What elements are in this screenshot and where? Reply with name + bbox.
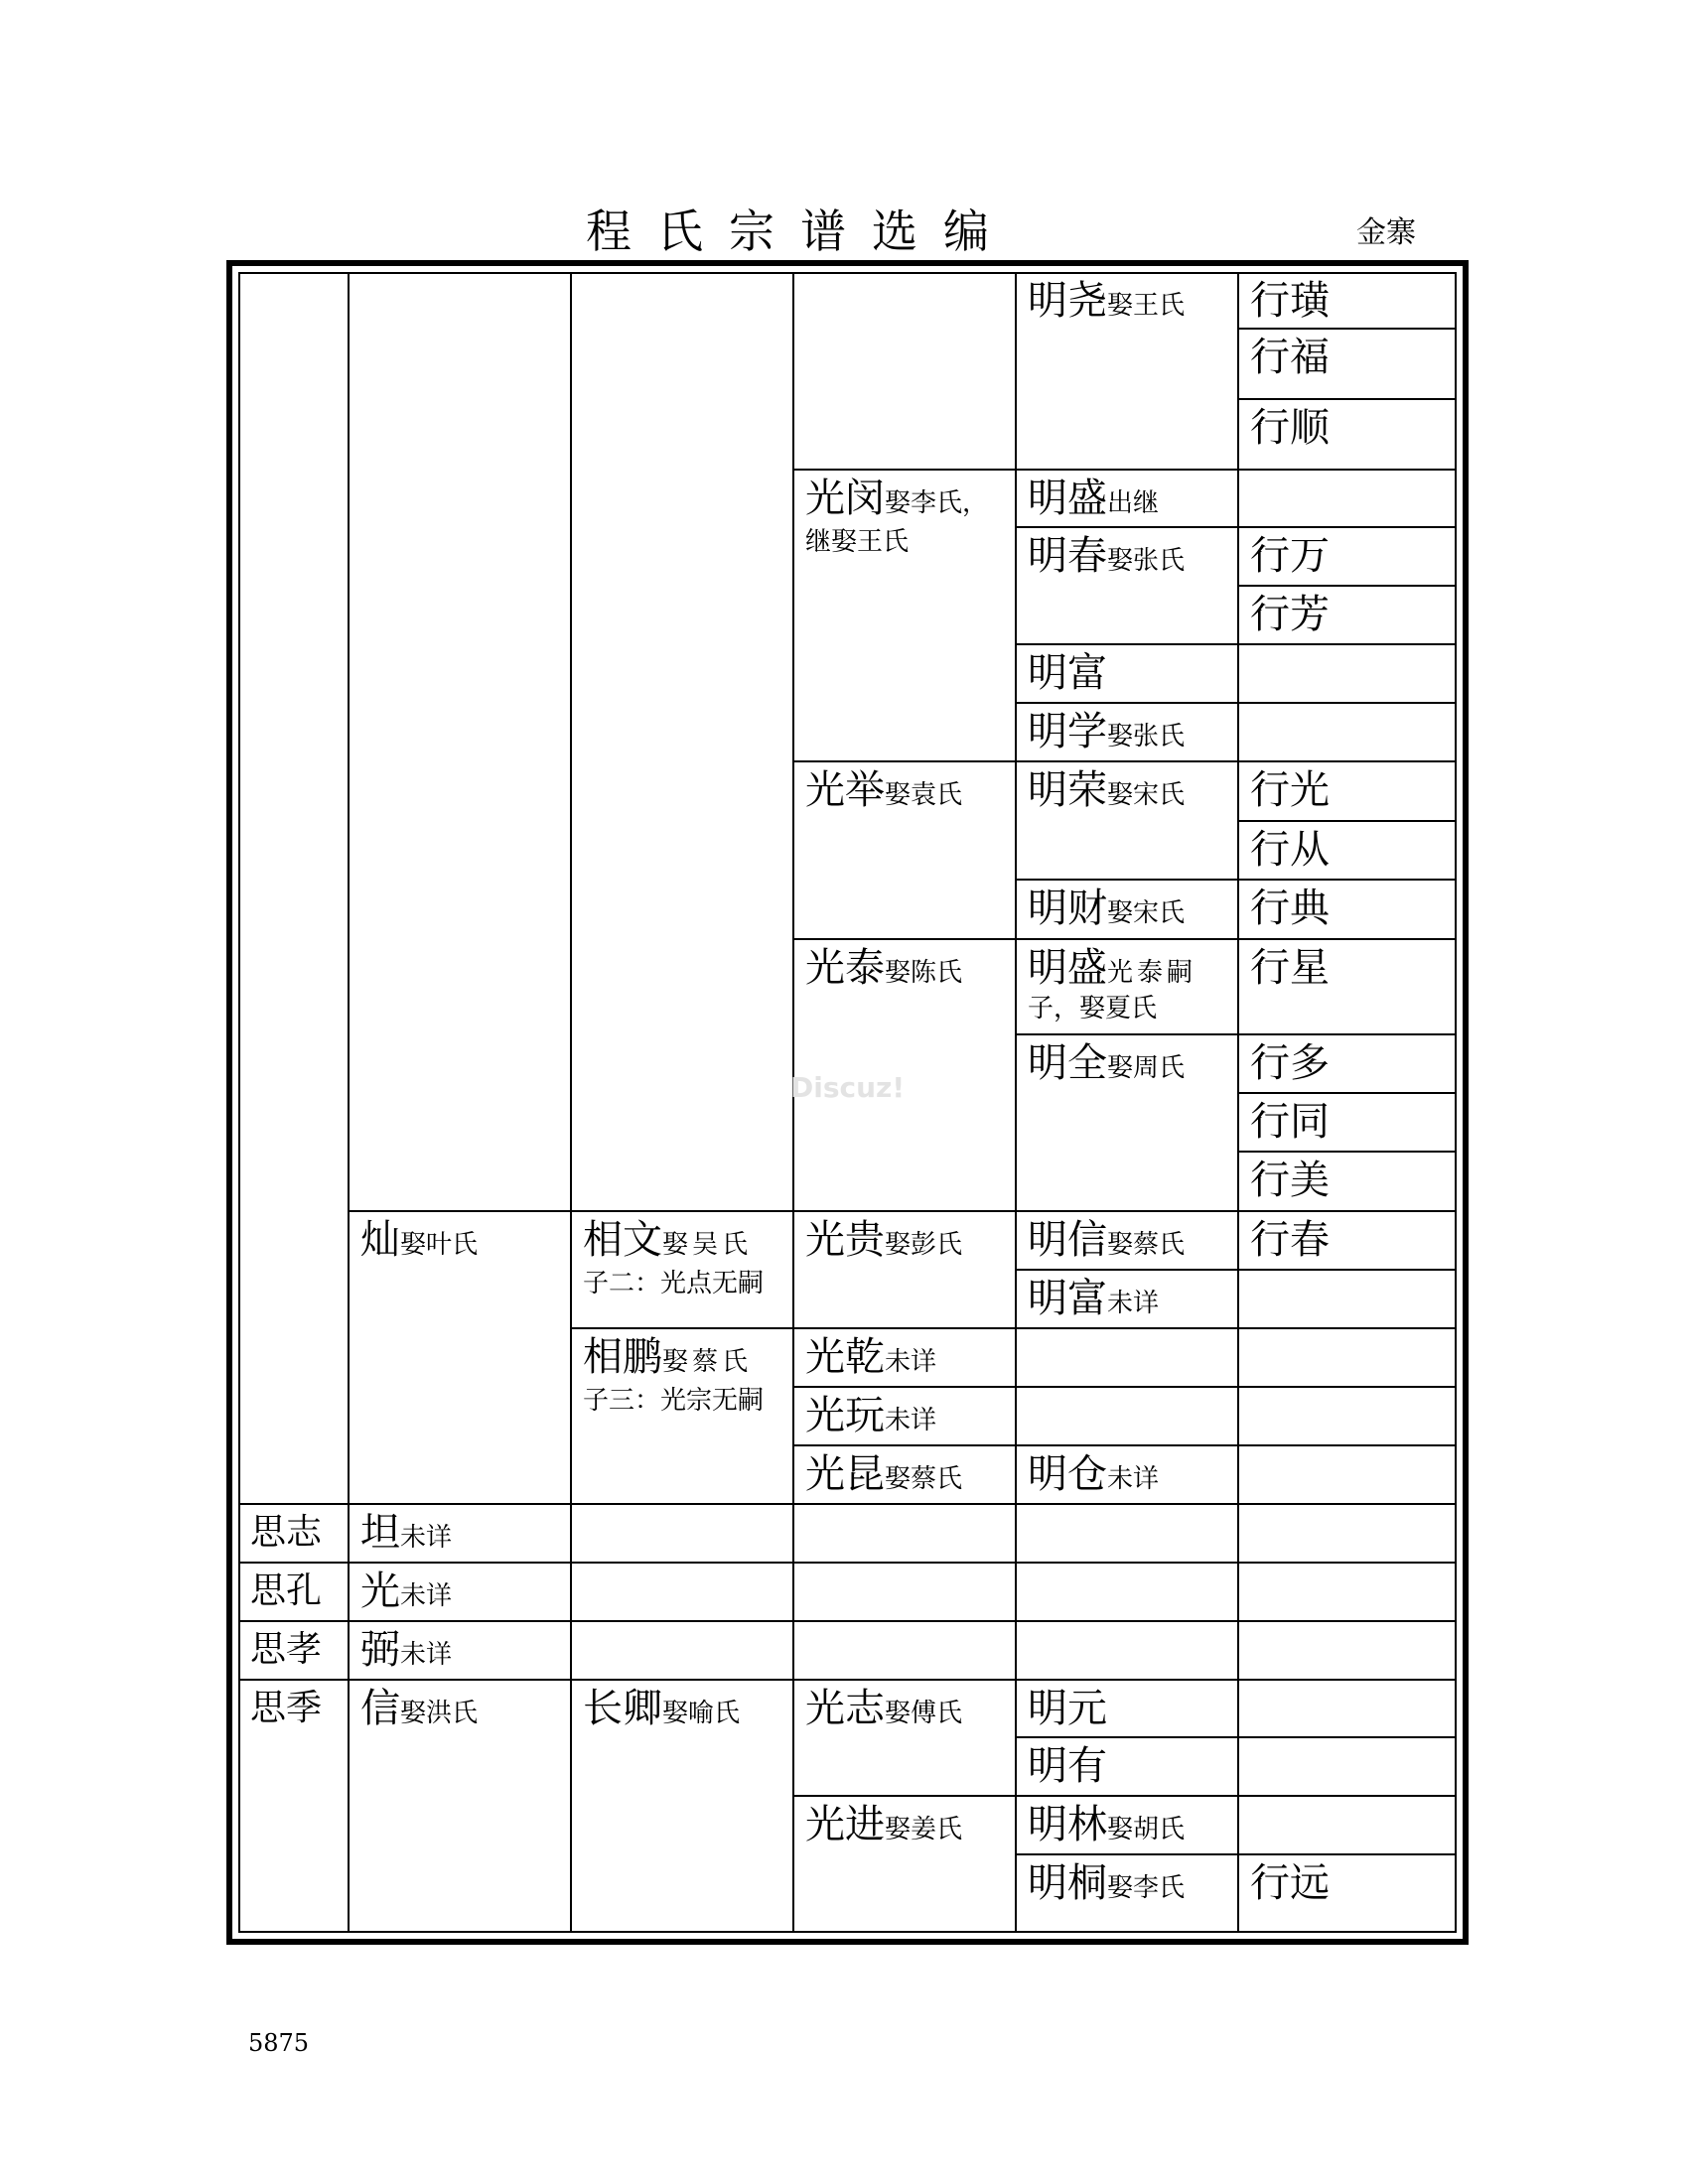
cell-si-ji: 思季 — [250, 1688, 323, 1728]
cell-si-xiao: 思孝 — [250, 1629, 323, 1670]
cell-xing-fang: 行芳 — [1250, 592, 1330, 637]
cell-ming-yuan: 明元 — [1028, 1686, 1107, 1731]
place-label: 金寨 — [1356, 215, 1416, 250]
cell-tan: 坦未详 — [360, 1510, 453, 1556]
cell-xing-dian: 行典 — [1250, 886, 1330, 931]
cell-ming-rong: 明荣娶宋氏 — [1028, 767, 1186, 813]
cell-xing-cong: 行从 — [1250, 827, 1330, 873]
cell-guang-single: 光未详 — [360, 1569, 453, 1614]
cell-guang-kun: 光昆娶蔡氏 — [805, 1451, 963, 1497]
cell-xing-guang: 行光 — [1250, 767, 1330, 813]
cell-ming-fu-1: 明富 — [1028, 650, 1107, 696]
cell-guang-jin: 光进娶姜氏 — [805, 1802, 963, 1847]
cell-xing-tong: 行同 — [1250, 1099, 1330, 1145]
cell-ming-lin: 明林娶胡氏 — [1028, 1802, 1186, 1847]
cell-xing-duo: 行多 — [1250, 1040, 1330, 1086]
cell-xing-yuan: 行远 — [1250, 1860, 1330, 1906]
cell-si-zhi: 思志 — [250, 1512, 323, 1553]
cell-guang-min: 光闵娶李氏， 继娶王氏 — [805, 476, 989, 557]
cell-xing-wan: 行万 — [1250, 533, 1330, 579]
cell-xing-shun: 行顺 — [1250, 405, 1330, 451]
cell-xiang-wen: 相文娶吴氏 子二：光点无嗣 — [583, 1217, 765, 1298]
cell-ming-you: 明有 — [1028, 1743, 1107, 1789]
cell-ming-cang: 明仓未详 — [1028, 1451, 1160, 1497]
cell-xing-huang: 行璜 — [1250, 278, 1330, 324]
cell-guang-ju: 光举娶袁氏 — [805, 767, 963, 813]
cell-guang-qian: 光乾未详 — [805, 1334, 937, 1380]
page-title: 程氏宗谱选编 — [586, 205, 1015, 258]
cell-ming-tong: 明桐娶李氏 — [1028, 1860, 1186, 1906]
cell-ming-cai: 明财娶宋氏 — [1028, 886, 1186, 931]
cell-guang-gui: 光贵娶彭氏 — [805, 1217, 963, 1263]
cell-ming-quan: 明全娶周氏 — [1028, 1040, 1186, 1086]
cell-can: 灿娶叶氏 — [360, 1217, 479, 1263]
cell-zhang-qing: 长卿娶喻氏 — [583, 1686, 741, 1731]
cell-xing-mei: 行美 — [1250, 1158, 1330, 1203]
cell-guang-tai: 光泰娶陈氏 — [805, 945, 963, 991]
cell-ming-yao: 明尧娶王氏 — [1028, 278, 1186, 324]
cell-ming-xin: 明信娶蔡氏 — [1028, 1217, 1186, 1263]
watermark: Discuz! — [790, 1071, 906, 1104]
cell-bi: 弼未详 — [360, 1627, 453, 1673]
cell-ming-fu-2: 明富未详 — [1028, 1276, 1160, 1321]
cell-ming-sheng-2: 明盛光泰嗣 子，娶夏氏 — [1028, 945, 1197, 1024]
cell-xing-chun: 行春 — [1250, 1217, 1330, 1263]
cell-ming-chun: 明春娶张氏 — [1028, 533, 1186, 579]
cell-guang-zhi: 光志娶傅氏 — [805, 1686, 963, 1731]
cell-xin: 信娶洪氏 — [360, 1686, 479, 1731]
cell-xing-fu: 行福 — [1250, 335, 1330, 380]
cell-si-kong: 思孔 — [250, 1570, 323, 1611]
cell-ming-sheng-1: 明盛出继 — [1028, 476, 1160, 521]
page-number: 5875 — [248, 2029, 310, 2057]
cell-xing-xing: 行星 — [1250, 945, 1330, 991]
cell-ming-xue: 明学娶张氏 — [1028, 709, 1186, 754]
cell-xiang-peng: 相鹏娶蔡氏 子三：光宗无嗣 — [583, 1334, 765, 1416]
cell-guang-wan: 光玩未详 — [805, 1393, 937, 1438]
